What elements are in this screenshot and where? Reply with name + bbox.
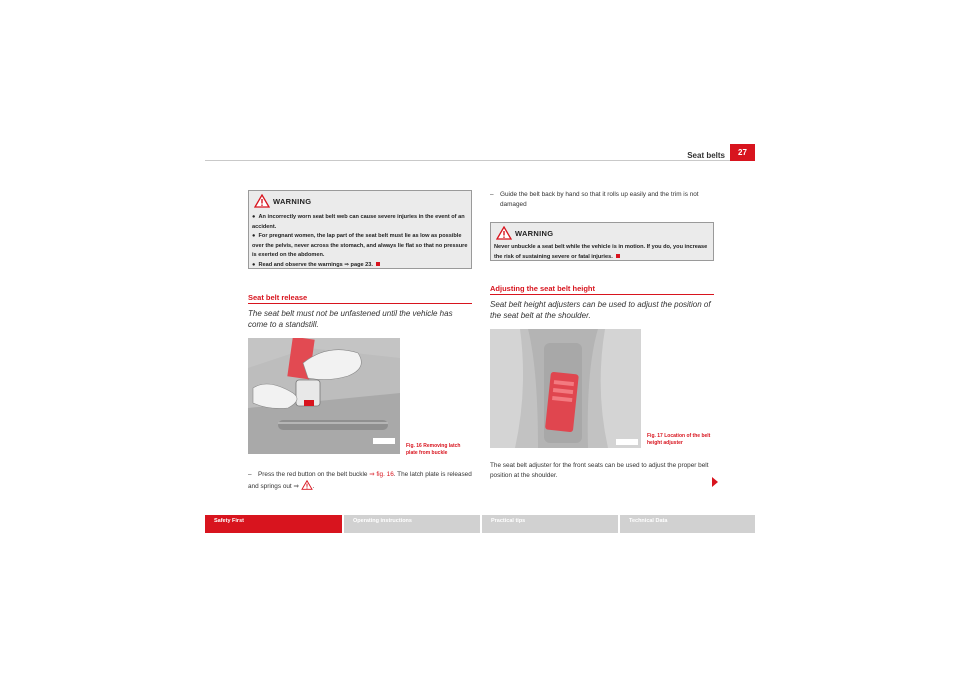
figure-link[interactable]: ⇒ fig. 16 [369, 471, 394, 478]
height-adjuster-illustration [490, 329, 641, 448]
end-marker-icon [376, 262, 380, 266]
figure-16-caption: Fig. 16 Removing latch plate from buckle [406, 443, 461, 456]
section-rule [248, 303, 472, 304]
warning-body: Never unbuckle a seat belt while the vehicle is in motion. If you do, you increase the risk of sustaining severe or fatal injuries. [494, 244, 708, 260]
figure-17-photo [490, 329, 641, 448]
step-release: – Press the red button on the belt buckle ⇒ fig. 16. The latch plate is released and springs out ⇒ . [248, 471, 472, 490]
section-rule [490, 294, 714, 295]
footer-tab-operating-instructions[interactable]: Operating instructions [353, 518, 412, 524]
footer-tab-practical-tips[interactable]: Practical tips [491, 518, 526, 524]
warning-item: ● For pregnant women, the lap part of the seat belt must lie as low as possible over the pelvis, never across the stomach, and always lie flat so that no pressure is exerted on the abdomen. [252, 233, 468, 258]
warning-header [249, 191, 471, 209]
page-title: Seat belts [687, 151, 725, 160]
warning-header [491, 223, 713, 241]
footer-tab-technical-data[interactable]: Technical Data [629, 518, 668, 524]
section-lead-height: Seat belt height adjusters can be used to adjust the position of the seat belt at the shoulder. [490, 300, 711, 320]
step-guide: – Guide the belt back by hand so that it rolls up easily and the trim is not damaged [490, 191, 699, 208]
warning-item: ● An incorrectly worn seat belt web can cause severe injuries in the event of an accident. [252, 214, 465, 230]
next-page-arrow-icon[interactable] [712, 477, 718, 487]
warning-box-right [490, 222, 714, 261]
page-number: 27 [730, 144, 755, 161]
warning-triangle-icon [254, 194, 270, 208]
height-body-text: The seat belt adjuster for the front seats can be used to adjust the proper belt position at the shoulder. [490, 462, 709, 479]
warning-title: WARNING [515, 229, 554, 238]
buckle-illustration [248, 338, 400, 454]
step-dash: – [490, 191, 494, 198]
section-title-release: Seat belt release [248, 293, 308, 302]
warning-triangle-icon [496, 226, 512, 240]
figure-17-caption: Fig. 17 Location of the belt height adjuster [647, 433, 711, 446]
section-lead-release: The seat belt must not be unfastened until the vehicle has come to a standstill. [248, 309, 453, 329]
warning-title: WARNING [273, 197, 312, 206]
warning-ref-icon[interactable] [301, 480, 313, 490]
header-rule [205, 160, 755, 161]
warning-box-top [248, 190, 472, 269]
step-dash: – [248, 471, 252, 478]
warning-item: ● Read and observe the warnings ⇒ page 23. [252, 261, 468, 271]
end-marker-icon [616, 254, 620, 258]
footer-tab-safety-first[interactable]: Safety First [205, 515, 342, 533]
section-title-height: Adjusting the seat belt height [490, 284, 596, 293]
warning-body [249, 209, 471, 273]
footer-nav [205, 515, 755, 533]
figure-16-photo [248, 338, 400, 454]
